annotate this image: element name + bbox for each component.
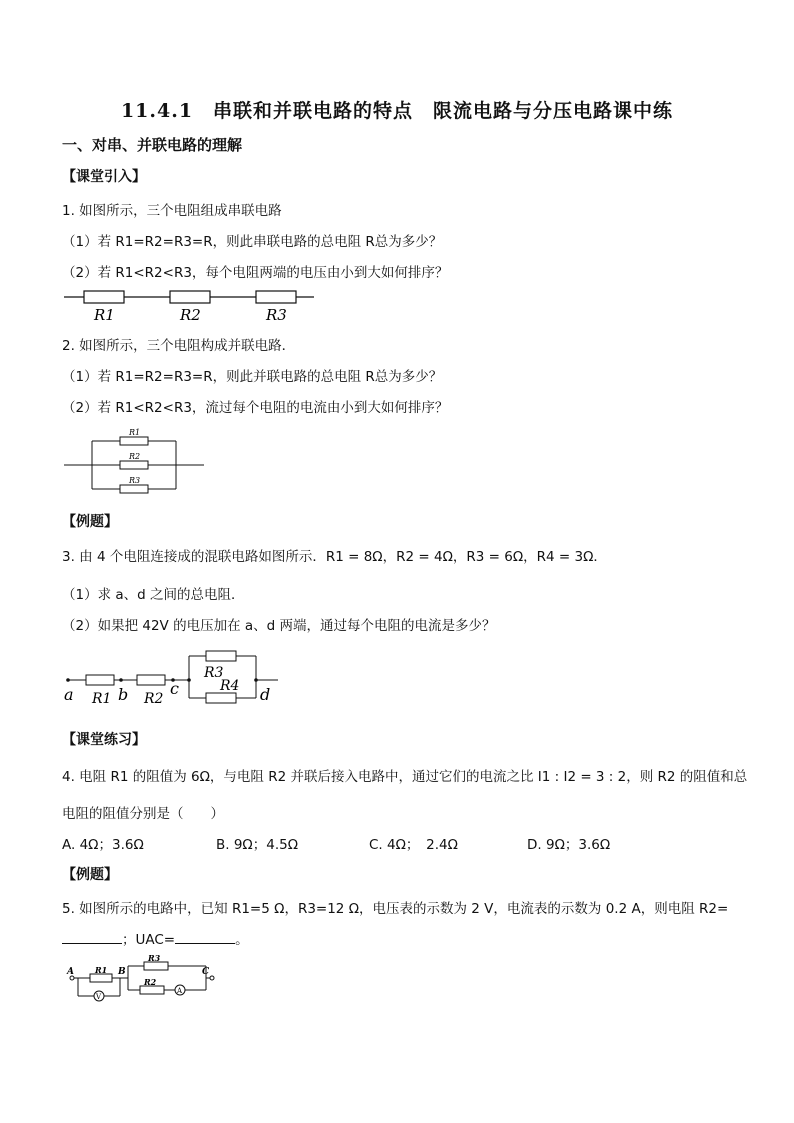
label-r1: R1	[129, 428, 141, 437]
resistor-r3	[256, 291, 296, 303]
label-r3: R3	[129, 476, 141, 485]
resistor-r2	[140, 986, 164, 994]
resistor-r2	[137, 675, 165, 685]
series-circuit-diagram	[64, 285, 324, 325]
resistor-r3	[120, 485, 148, 493]
resistor-r1	[84, 291, 124, 303]
q4-line1: 4. 电阻 R1 的阻值为 6Ω，与电阻 R2 并联后接入电路中，通过它们的电流之比 I1 : I2 = 3 : 2，则 R2 的阻值和总	[62, 769, 748, 785]
label-r2: R2	[144, 977, 157, 987]
voltmeter-label: V	[96, 993, 102, 1001]
option-c: C. 4Ω； 2.4Ω	[369, 837, 458, 853]
node-C: C	[202, 967, 210, 977]
node-c: c	[170, 679, 179, 698]
parallel-circuit-diagram	[64, 425, 214, 495]
q3-part1: （1）求 a、d 之间的总电阻．	[62, 587, 245, 603]
section-heading: 一、对串、并联电路的理解	[62, 136, 243, 154]
tag-example-2: 【例题】	[62, 867, 118, 883]
label-r3: R3	[148, 953, 161, 963]
resistor-r3	[206, 651, 236, 661]
resistor-r4	[206, 693, 236, 703]
q2-part1: （1）若 R1=R2=R3=R，则此并联电路的总电阻 R总为多少？	[62, 369, 443, 385]
q1-part2: （2）若 R1<R2<R3，每个电阻两端的电压由小到大如何排序？	[62, 265, 449, 281]
node-A: A	[67, 967, 74, 977]
ammeter-label: A	[177, 987, 183, 995]
label-r2: R2	[129, 452, 141, 461]
q1-stem: 1. 如图所示，三个电阻组成串联电路	[62, 203, 282, 219]
node-a: a	[64, 685, 74, 704]
label-r2: R2	[144, 691, 164, 707]
q1-part1: （1）若 R1=R2=R3=R，则此串联电路的总电阻 R总为多少？	[62, 234, 443, 250]
meter-circuit-diagram	[64, 954, 224, 1014]
resistor-r1	[86, 675, 114, 685]
label-r4: R4	[220, 678, 240, 694]
page-title: 11.4.1 串联和并联电路的特点 限流电路与分压电路课中练	[120, 100, 674, 122]
tag-practice: 【课堂练习】	[62, 732, 146, 748]
label-r3: R3	[266, 306, 287, 324]
resistor-r1	[120, 437, 148, 445]
tag-example-1: 【例题】	[62, 514, 118, 530]
resistor-r1	[90, 974, 112, 982]
option-d: D. 9Ω；3.6Ω	[527, 837, 611, 853]
q4-line2: 电阻的阻值分别是（ ）	[62, 806, 224, 822]
q3-stem: 3. 由 4 个电阻连接成的混联电路如图所示．R1 = 8Ω，R2 = 4Ω，R3 = 6Ω，R4 = 3Ω．	[62, 549, 607, 565]
q2-stem: 2. 如图所示，三个电阻构成并联电路．	[62, 338, 296, 354]
node-b: b	[118, 685, 129, 704]
option-a: A. 4Ω；3.6Ω	[62, 837, 144, 853]
q2-part2: （2）若 R1<R2<R3，流过每个电阻的电流由小到大如何排序？	[62, 400, 449, 416]
label-r3: R3	[204, 665, 224, 681]
label-r1: R1	[92, 691, 112, 707]
label-r1: R1	[95, 965, 108, 975]
option-b: B. 9Ω；4.5Ω	[216, 837, 299, 853]
answer-blank-r2[interactable]	[62, 931, 122, 944]
mixed-circuit-diagram	[64, 648, 284, 708]
node-B: B	[118, 967, 126, 977]
resistor-r2	[170, 291, 210, 303]
tag-intro: 【课堂引入】	[62, 169, 146, 185]
answer-blank-uac[interactable]	[175, 931, 235, 944]
resistor-r3	[144, 962, 168, 970]
q5-line1: 5. 如图所示的电路中，已知 R1=5 Ω，R3=12 Ω，电压表的示数为 2 V，电流表的示数为 0.2 A，则电阻 R2=	[62, 901, 729, 917]
label-r1: R1	[94, 306, 115, 324]
q5-line2: ；UAC= 。	[62, 928, 249, 948]
label-r2: R2	[180, 306, 201, 324]
node-d: d	[260, 685, 271, 704]
q3-part2: （2）如果把 42V 的电压加在 a、d 两端，通过每个电阻的电流是多少？	[62, 618, 496, 634]
resistor-r2	[120, 461, 148, 469]
